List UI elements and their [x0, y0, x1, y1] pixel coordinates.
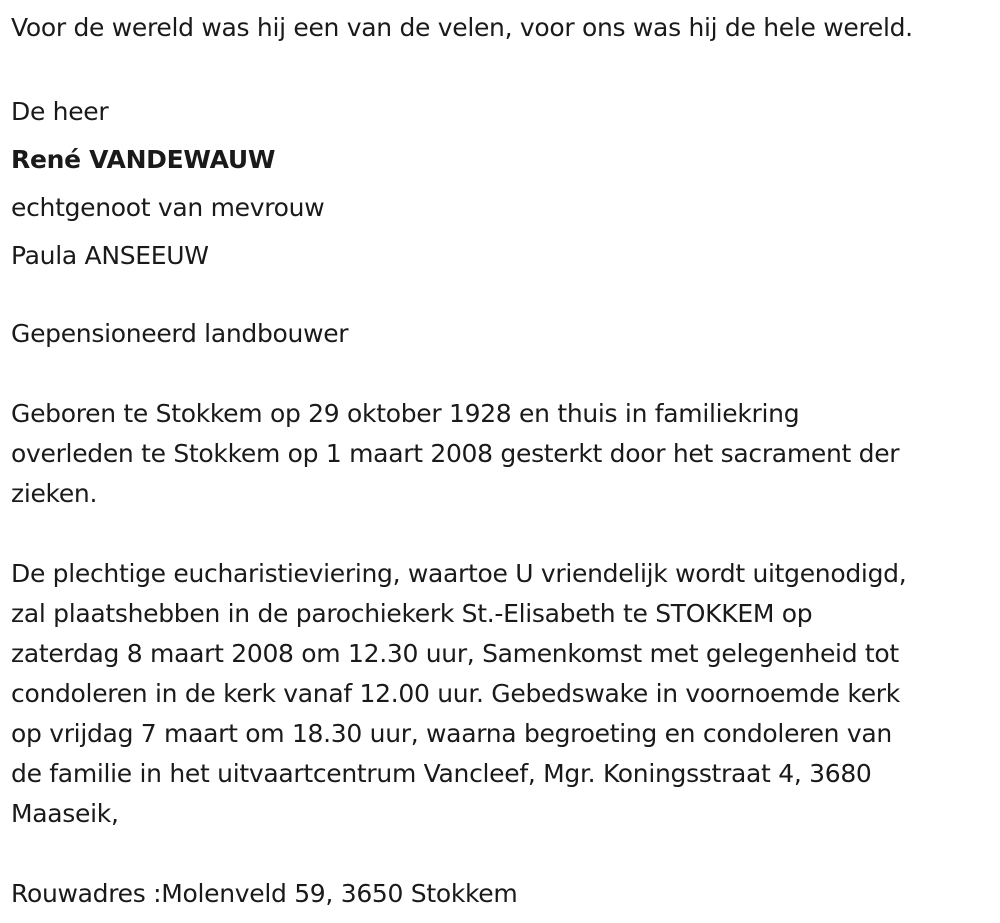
paragraph-line: zieken.	[11, 479, 98, 508]
spouse-name: Paula ANSEEUW	[11, 241, 209, 270]
mourning-address: Rouwadres :Molenveld 59, 3650 Stokkem	[11, 879, 518, 908]
spacer	[11, 514, 996, 554]
paragraph-line: op vrijdag 7 maart om 18.30 uur, waarna begroeting en condoleren van	[11, 719, 892, 748]
spacer	[11, 280, 996, 314]
paragraph-line: condoleren in de kerk vanaf 12.00 uur. Gebedswake in voornoemde kerk	[11, 679, 900, 708]
paragraph-line: De plechtige eucharistieviering, waartoe U vriendelijk wordt uitgenodigd,	[11, 559, 907, 588]
paragraph-line: Maaseik,	[11, 799, 119, 828]
ceremony-paragraph	[11, 554, 996, 834]
spacer	[11, 834, 996, 874]
spacer	[11, 48, 996, 88]
birth-death-paragraph	[11, 394, 996, 514]
salutation: De heer	[11, 97, 109, 126]
paragraph-line: de familie in het uitvaartcentrum Vancleef, Mgr. Koningsstraat 4, 3680	[11, 759, 872, 788]
spacer	[11, 354, 996, 394]
occupation: Gepensioneerd landbouwer	[11, 319, 349, 348]
deceased-name: René VANDEWAUW	[11, 145, 276, 174]
paragraph-line: zal plaatshebben in de parochiekerk St.-Elisabeth te STOKKEM op	[11, 599, 813, 628]
obituary-document	[11, 8, 996, 914]
paragraph-line: Geboren te Stokkem op 29 oktober 1928 en thuis in familiekring	[11, 399, 800, 428]
paragraph-line: overleden te Stokkem op 1 maart 2008 gesterkt door het sacrament der	[11, 439, 900, 468]
paragraph-line: zaterdag 8 maart 2008 om 12.30 uur, Samenkomst met gelegenheid tot	[11, 639, 899, 668]
relation-text: echtgenoot van mevrouw	[11, 193, 325, 222]
motto: Voor de wereld was hij een van de velen, voor ons was hij de hele wereld.	[11, 13, 913, 42]
